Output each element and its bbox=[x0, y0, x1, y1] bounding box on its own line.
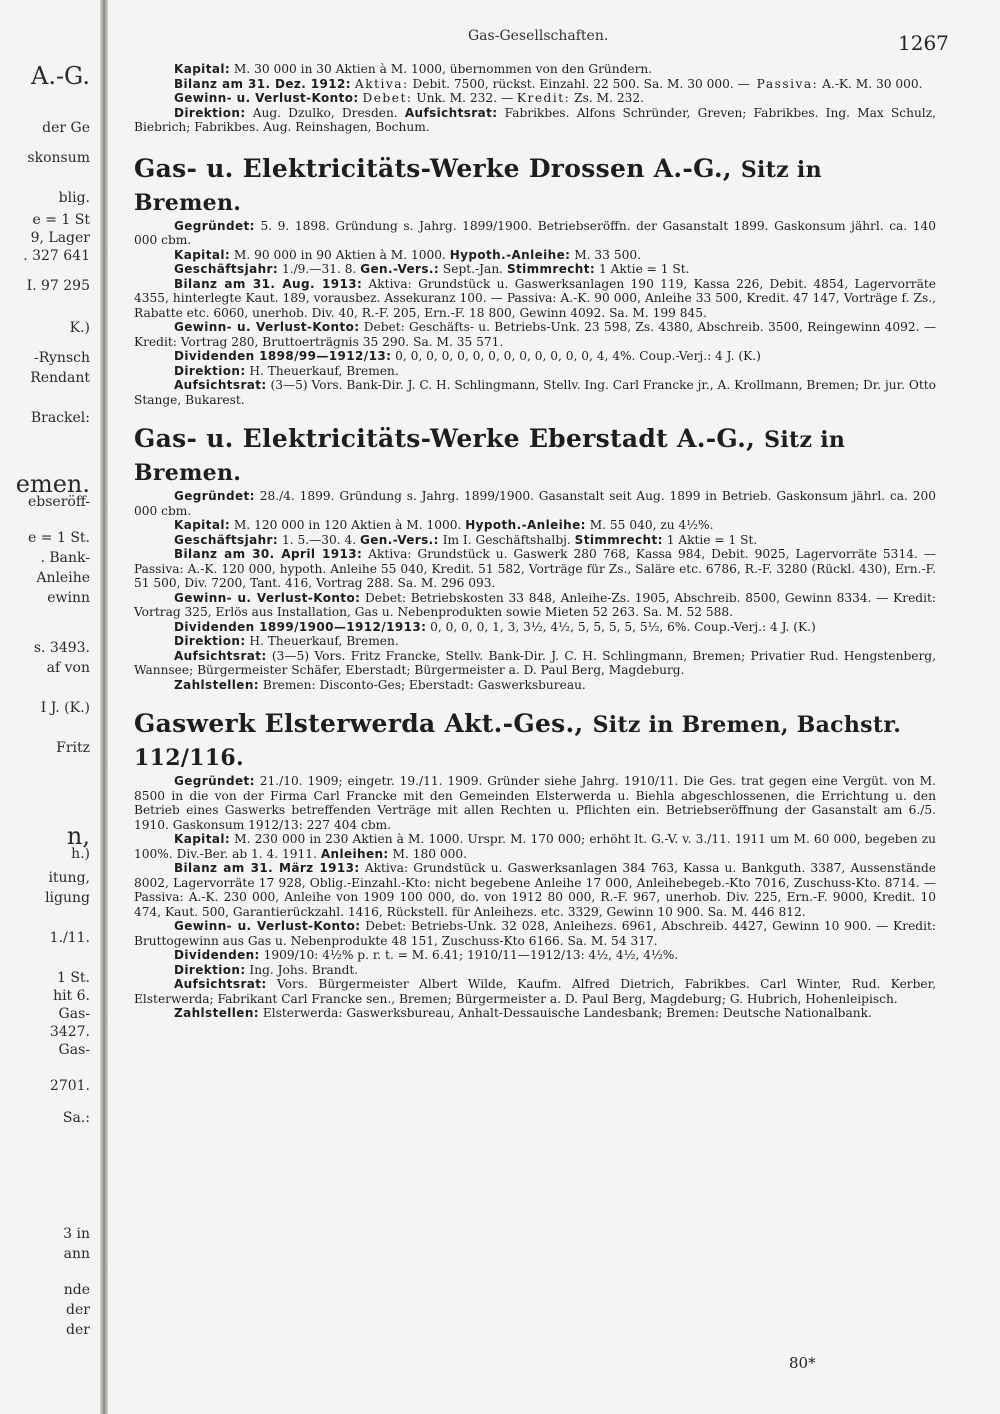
entry-paragraph bbox=[134, 977, 936, 1006]
margin-fragment: e = 1 St. bbox=[28, 530, 90, 546]
company-title bbox=[134, 708, 936, 774]
margin-fragment: Gas- bbox=[58, 1006, 90, 1022]
company-seat: Sitz in Bremen. bbox=[134, 156, 822, 216]
entry-paragraph bbox=[134, 219, 936, 248]
entry-paragraph bbox=[134, 678, 936, 693]
margin-fragment: K.) bbox=[69, 320, 90, 336]
margin-fragment: -Rynsch bbox=[34, 350, 90, 366]
field-label: Gegründet: bbox=[174, 489, 255, 503]
company-entries bbox=[134, 153, 936, 1021]
field-text: 1. 5.—30. 4. bbox=[281, 532, 357, 547]
entry-paragraph bbox=[134, 349, 936, 364]
entry-paragraph bbox=[134, 634, 936, 649]
field-label: Direktion: bbox=[174, 363, 246, 378]
field-label: Direktion: bbox=[174, 634, 246, 648]
field-text: M. 180 000. bbox=[392, 846, 468, 861]
margin-fragment: ann bbox=[63, 1246, 90, 1262]
field-text: 1 Aktie = 1 St. bbox=[666, 532, 758, 547]
entry-paragraph bbox=[134, 591, 936, 620]
field-label: Dividenden 1898/99—1912/13: bbox=[174, 349, 392, 363]
top-entry-continuation bbox=[134, 62, 936, 135]
entry-paragraph bbox=[134, 832, 936, 861]
book-gutter bbox=[100, 0, 108, 1414]
field-text: 21./10. 1909; eingetr. 19./11. 1909. Gründer siehe Jahrg. 1910/11. Die Ges. trat gegen eine Vergüt. von M. 8500 in die von der Firma Carl Francke mit den Gemeinden Elsterwerda u. Biehla abgeschlossenen, die Errichtung u. den Betrieb eines Gaswerks betreffenden Verträge mit allen Rechten u. Pflichten ein. Betriebseröffnung der Gasanstalt am 6./5. 1910. Gaskonsum 1912/13: 227 404 cbm. bbox=[134, 774, 937, 832]
field-label: Zahlstellen: bbox=[174, 677, 259, 692]
margin-fragment: Rendant bbox=[30, 370, 90, 386]
margin-fragment: A.-G. bbox=[30, 62, 90, 90]
field-label: Hypoth.-Anleihe: bbox=[465, 518, 586, 532]
field-text: Im I. Geschäftshalbj. bbox=[442, 532, 571, 547]
field-label: Stimmrecht: bbox=[506, 262, 596, 276]
field-label: Direktion: bbox=[174, 962, 246, 977]
entry-paragraph bbox=[134, 948, 936, 963]
running-head: Gas-Gesellschaften. bbox=[468, 28, 609, 44]
page-number: 1267 bbox=[898, 31, 949, 55]
margin-fragment: 1 St. bbox=[56, 970, 90, 986]
field-label: Kapital: bbox=[174, 247, 231, 262]
field-label: Dividenden 1899/1900—1912/1913: bbox=[174, 619, 427, 634]
field-label: Gegründet: bbox=[174, 218, 255, 233]
signature-mark: 80* bbox=[789, 1354, 816, 1372]
field-text: Debet: Betriebs-Unk. 32 028, Anleihezs. 6961, Abschreib. 4427, Gewinn 10 900. — Kredit: Bruttogewinn aus Gas u. Nebenprodukte 48 151, Zuschuss-Kto 6166. Sa. M. 54 317. bbox=[134, 919, 936, 948]
margin-fragment: h.) bbox=[71, 846, 90, 862]
kapital-line: Kapital: M. 30 000 in 30 Aktien à M. 1000, übernommen von den Gründern. bbox=[174, 62, 653, 76]
margin-fragment: . Bank- bbox=[40, 550, 90, 566]
margin-fragment: hit 6. bbox=[53, 988, 90, 1004]
field-text: (3—5) Vors. Fritz Francke, Stellv. Bank-Dir. J. C. H. Schlingmann, Bremen; Privatier Rud. Hengstenberg, Wannsee; Bürgermeister Schäfer, Eberstadt; Bürgermeister a. D. Paul Berg, Magdeburg. bbox=[134, 648, 936, 677]
entry-paragraph bbox=[134, 518, 936, 533]
margin-fragment: I. 97 295 bbox=[26, 278, 90, 294]
margin-fragment: Sa.: bbox=[62, 1110, 90, 1126]
entry-paragraph bbox=[134, 963, 936, 978]
margin-fragment: 3427. bbox=[49, 1024, 90, 1040]
field-text: Bremen: Disconto-Ges; Eberstadt: Gaswerksbureau. bbox=[262, 677, 586, 692]
entry-paragraph bbox=[134, 320, 936, 349]
margin-fragment: ebseröff- bbox=[27, 494, 90, 510]
margin-fragment: emen. bbox=[15, 470, 90, 498]
margin-fragment: 9, Lager bbox=[30, 230, 90, 246]
field-text: 28./4. 1899. Gründung s. Jahrg. 1899/1900. Gasanstalt seit Aug. 1899 in Betrieb. Gaskonsum jährl. ca. 200 000 cbm. bbox=[134, 489, 937, 518]
entry-paragraph bbox=[134, 1006, 936, 1021]
field-label: Stimmrecht: bbox=[574, 532, 663, 547]
margin-fragment: Fritz bbox=[56, 740, 90, 756]
field-label: Zahlstellen: bbox=[174, 1006, 259, 1020]
field-text: (3—5) Vors. Bank-Dir. J. C. H. Schlingmann, Stellv. Ing. Carl Francke jr., A. Krollmann, Bremen; Dr. jur. Otto Stange, Bukarest. bbox=[134, 378, 936, 407]
entry-paragraph bbox=[134, 547, 936, 591]
field-text: 1 Aktie = 1 St. bbox=[598, 262, 690, 276]
entry-paragraph bbox=[134, 861, 936, 919]
field-text: Ing. Johs. Brandt. bbox=[249, 962, 359, 977]
bilanz-line: Bilanz am 31. Dez. 1912: Aktiva: Debit. 7500, rückst. Einzahl. 22 500. Sa. M. 30 000. — Passiva: A.-K. M. 30 000. bbox=[174, 76, 923, 91]
margin-fragment: s. 3493. bbox=[33, 640, 90, 656]
field-label: Gegründet: bbox=[174, 774, 255, 788]
field-text: Vors. Bürgermeister Albert Wilde, Kaufm. Alfred Dietrich, Fabrikbes. Carl Winter, Rud. Kerber, Elsterwerda; Fabrikant Carl Francke sen., Bremen; Bürgermeister a. D. Paul Berg, Magdeburg; G. Hubrich, Hohenleipisch. bbox=[134, 977, 936, 1006]
field-label: Gen.-Vers.: bbox=[360, 262, 440, 276]
company-entry bbox=[134, 153, 936, 408]
margin-fragment: skonsum bbox=[27, 150, 90, 166]
field-label: Geschäftsjahr: bbox=[174, 262, 279, 276]
field-text: M. 230 000 in 230 Aktien à M. 1000. Urspr. M. 170 000; erhöht lt. G.-V. v. 3./11. 1911 um M. 60 000, begeben zu 100%. Div.-Ber. ab 1. 4. 1911. bbox=[134, 832, 937, 861]
field-text: Sept.-Jan. bbox=[442, 262, 504, 276]
field-label: Bilanz am 30. April 1913: bbox=[174, 547, 363, 561]
field-label: Gewinn- u. Verlust-Konto: bbox=[174, 919, 361, 933]
field-text: 1./9.—31. 8. bbox=[281, 262, 357, 276]
field-text: 5. 9. 1898. Gründung s. Jahrg. 1899/1900. Betriebseröffn. der Gasanstalt 1899. Gaskonsum jährl. ca. 140 000 cbm. bbox=[134, 218, 937, 247]
entry-paragraph bbox=[134, 774, 936, 832]
entry-paragraph bbox=[134, 262, 936, 277]
entry-paragraph bbox=[134, 378, 936, 407]
margin-fragment: ewinn bbox=[47, 590, 90, 606]
field-text: M. 90 000 in 90 Aktien à M. 1000. bbox=[233, 247, 446, 262]
margin-fragment: af von bbox=[46, 660, 90, 676]
entry-paragraph bbox=[134, 649, 936, 678]
field-label: Kapital: bbox=[174, 518, 231, 532]
company-title bbox=[134, 423, 936, 489]
entry-paragraph bbox=[134, 489, 936, 518]
guv-line: Gewinn- u. Verlust-Konto: Debet: Unk. M. 232. — Kredit: Zs. M. 232. bbox=[174, 91, 644, 105]
margin-fragment: Gas- bbox=[58, 1042, 90, 1058]
company-seat: Sitz in Bremen, Bachstr. 112/116. bbox=[134, 712, 902, 771]
entry-paragraph bbox=[134, 277, 936, 321]
field-text: 1909/10: 4½% p. r. t. = M. 6.41; 1910/11—1912/13: 4½, 4½, 4½%. bbox=[263, 948, 679, 962]
field-text: Debet: Geschäfts- u. Betriebs-Unk. 23 598, Zs. 4380, Abschreib. 3500, Reingewinn 4092. — Kredit: Vortrag 280, Bruttoerträgnis 35 290. Sa. M. 35 571. bbox=[134, 320, 937, 349]
entry-paragraph bbox=[134, 919, 936, 948]
field-text: Debet: Betriebskosten 33 848, Anleihe-Zs. 1905, Abschreib. 8500, Gewinn 8334. — Kredit: Vortrag 325, Erlös aus Installation, Gas u. Nebenprodukten sowie Mieten 52 263. Sa. M. 52 588. bbox=[134, 590, 936, 619]
field-label: Dividenden: bbox=[174, 948, 260, 962]
company-entry bbox=[134, 423, 936, 692]
company-entry bbox=[134, 708, 936, 1021]
field-label: Bilanz am 31. März 1913: bbox=[174, 861, 360, 875]
margin-fragment: Anleihe bbox=[36, 570, 90, 586]
field-label: Gewinn- u. Verlust-Konto: bbox=[174, 590, 361, 605]
field-label: Anleihen: bbox=[320, 846, 389, 861]
field-text: 0, 0, 0, 0, 1, 3, 3½, 4½, 5, 5, 5, 5, 5½, 6%. Coup.-Verj.: 4 J. (K.) bbox=[430, 619, 816, 634]
field-text: 0, 0, 0, 0, 0, 0, 0, 0, 0, 0, 0, 0, 0, 4, 4%. Coup.-Verj.: 4 J. (K.) bbox=[395, 349, 761, 363]
direktion-line: Direktion: Aug. Dzulko, Dresden. Aufsichtsrat: Fabrikbes. Alfons Schründer, Greven; Fabrikbes. Ing. Max Schulz, Biebrich; Fabrikbes. Aug. Reinshagen, Bochum. bbox=[134, 105, 936, 134]
field-label: Hypoth.-Anleihe: bbox=[449, 247, 571, 262]
field-label: Gewinn- u. Verlust-Konto: bbox=[174, 320, 360, 334]
margin-fragment: 3 in bbox=[63, 1226, 90, 1242]
margin-fragment: Brackel: bbox=[30, 410, 90, 426]
margin-fragment: ligung bbox=[45, 890, 90, 906]
company-name: Gas- u. Elektricitäts-Werke Eberstadt A.-G., bbox=[134, 424, 756, 453]
field-label: Aufsichtsrat: bbox=[174, 977, 267, 991]
margin-fragment: n, bbox=[66, 822, 90, 850]
field-label: Kapital: bbox=[174, 832, 231, 846]
field-text: H. Theuerkauf, Bremen. bbox=[249, 634, 399, 648]
company-title bbox=[134, 153, 936, 219]
field-label: Geschäftsjahr: bbox=[174, 532, 279, 547]
adjacent-page-margin bbox=[0, 0, 96, 1414]
entry-paragraph bbox=[134, 248, 936, 263]
field-text: Elsterwerda: Gaswerksbureau, Anhalt-Dessauische Landesbank; Bremen: Deutsche Nationalbank. bbox=[262, 1006, 872, 1020]
entry-paragraph bbox=[134, 620, 936, 635]
margin-fragment: itung, bbox=[48, 870, 90, 886]
text-column bbox=[134, 62, 936, 1031]
margin-fragment: der Ge bbox=[42, 120, 90, 136]
field-label: Gen.-Vers.: bbox=[360, 532, 439, 547]
margin-fragment: nde bbox=[63, 1282, 90, 1298]
field-text: M. 55 040, zu 4½%. bbox=[589, 518, 714, 532]
company-name: Gaswerk Elsterwerda Akt.-Ges., bbox=[134, 709, 584, 738]
entry-paragraph bbox=[134, 533, 936, 548]
margin-fragment: der bbox=[66, 1322, 90, 1338]
field-text: Aktiva: Grundstück u. Gaswerksanlagen 384 763, Kassa u. Bankguth. 3387, Aussenstände 8002, Lagervorräte 17 928, Oblig.-Einzahl.-Kto: nicht begebene Anleihe 17 000, Anleihebegeb.-Kto 7016, Zuschuss-Kto. 8714. — Passiva: A.-K. 230 000, Anleihe von 1909 100 000, do. von 1912 80 000, R.-F. 967, unerhob. Div. 225, Ern.-F. 9000, Kredit. 10 474, Kaut. 500, Garantierückzahl. 1416, Rückstell. für Anleihezs. etc. 3329, Gewinn 10 900. Sa. M. 446 812. bbox=[134, 861, 936, 919]
field-text: Aktiva: Grundstück u. Gaswerk 280 768, Kassa 984, Debit. 9025, Lagervorräte 5314. — Passiva: A.-K. 120 000, hypoth. Anleihe 55 040, Kredit. 51 582, Vorträge für Zs., Saläre etc. 6786, R.-F. 3280 (Rückl. 430), Ern.-F. 51 500, Div. 7200, Tant. 416, Vortrag 288. Sa. M. 296 093. bbox=[134, 547, 936, 590]
margin-fragment: 2701. bbox=[49, 1078, 90, 1094]
field-label: Aufsichtsrat: bbox=[174, 648, 267, 663]
company-seat: Sitz in Bremen. bbox=[134, 427, 846, 486]
margin-fragment: der bbox=[66, 1302, 90, 1318]
field-label: Aufsichtsrat: bbox=[174, 378, 267, 392]
field-label: Bilanz am 31. Aug. 1913: bbox=[174, 276, 363, 291]
field-text: Aktiva: Grundstück u. Gaswerksanlagen 190 119, Kassa 226, Debit. 4854, Lagervorräte 4355, hinterlegte Kaut. 189, vorausbez. Assekuranz 100. — Passiva: A.-K. 90 000, Anleihe 33 500, Kredit. 47 147, Vorträge f. Zs., Rabatte etc. 6060, unerhob. Div. 40, R.-F. 205, Ern.-F. 18 800, Gewinn 4092. Sa. M. 199 845. bbox=[134, 276, 936, 320]
margin-fragment: I J. (K.) bbox=[40, 700, 90, 716]
margin-fragment: . 327 641 bbox=[23, 248, 90, 264]
company-name: Gas- u. Elektricitäts-Werke Drossen A.-G., bbox=[134, 153, 732, 183]
entry-paragraph bbox=[134, 364, 936, 379]
field-text: H. Theuerkauf, Bremen. bbox=[249, 363, 399, 378]
field-text: M. 120 000 in 120 Aktien à M. 1000. bbox=[233, 518, 462, 532]
margin-fragment: blig. bbox=[58, 190, 90, 206]
margin-fragment: 1./11. bbox=[49, 930, 90, 946]
field-text: M. 33 500. bbox=[574, 247, 641, 262]
margin-fragment: e = 1 St bbox=[32, 212, 90, 228]
